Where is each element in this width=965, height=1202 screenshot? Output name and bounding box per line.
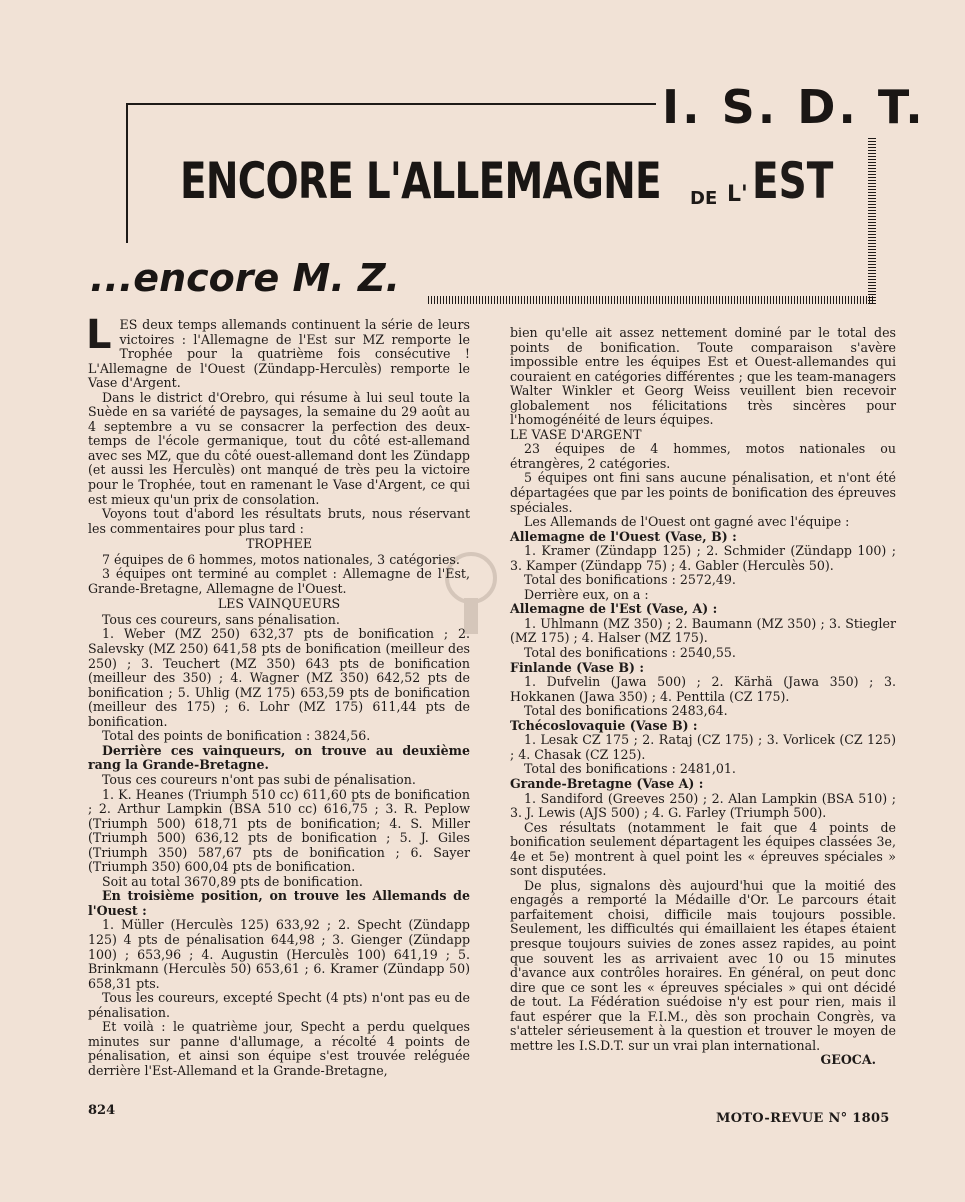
paragraph: Dans le district d'Orebro, qui résume à lui seul toute la Suède en sa variété de paysages, la semaine du 29 août au 4 septembre a vu se consacrer la perfection des deux-temps de l'école germanique, tout du côté est-allemand avec ses MZ, que du côté ouest-allemand dont les Zündapp (et aussi les Herculès) ont manqué de très peu la victoire pour le Trophée, tout en ramenant le Vase d'Argent, ce qui est mieux qu'un prix de consolation. [88, 389, 470, 507]
team-total: Total des bonifications 2483,64. [524, 703, 728, 719]
header-frame-left-rule [126, 103, 128, 243]
team-total: Total des bonifications : 2540,55. [524, 645, 736, 661]
paragraph-text: ES deux temps allemands continuent la série de leurs victoires : l'Allemagne de l'Est sur MZ remporte le Trophée pour la quatrième fois consécutive ! L'Allemagne de l'Ouest (Zündapp-Herculès) remporte le Vase d'Argent. [88, 317, 470, 391]
section-heading-trophee: TROPHEE [245, 536, 313, 552]
headline-l: L' [727, 182, 748, 207]
team-riders: 1. Uhlmann (MZ 350) ; 2. Baumann (MZ 350) ; 3. Stiegler (MZ 175) ; 4. Halser (MZ 175). [510, 615, 896, 646]
kicker-title: I. S. D. T. [662, 80, 926, 134]
paragraph: Ces résultats (notamment le fait que 4 points de bonification seulement départagent les équipes classées 3e, 4e et 5e) montrent à quel point les « épreuves spéciales » sont disputées. [510, 819, 896, 879]
total-line: Total des points de bonification : 3824,56. [102, 728, 371, 744]
team-heading: Tchécoslovaquie (Vase B) : [510, 717, 698, 733]
team-riders: 1. Sandiford (Greeves 250) ; 2. Alan Lampkin (BSA 510) ; 3. J. Lewis (AJS 500) ; 4. G. Farley (Triumph 500). [510, 790, 896, 821]
paragraph: Voyons tout d'abord les résultats bruts, nous réservant les commentaires pour plus tard : [88, 506, 470, 536]
paragraph: Les Allemands de l'Ouest ont gagné avec l'équipe : [524, 514, 850, 530]
headline-main: ENCORE L'ALLEMAGNE [180, 152, 661, 210]
headline-est: EST [752, 152, 834, 210]
header-frame-top-rule [126, 103, 656, 105]
paragraph: 3 équipes ont terminé au complet : Allemagne de l'Est, Grande-Bretagne, Allemagne de l'Ouest. [88, 566, 470, 596]
subheadline: ...encore M. Z. [90, 256, 400, 300]
results-list: 1. K. Heanes (Triumph 510 cc) 611,60 pts de bonification ; 2. Arthur Lampkin (BSA 510 cc) 616,75 ; 3. R. Peplow (Triumph 500) 618,71 pts de bonification; 4. S. Miller (Triumph 500) 636,12 pts de bonification ; 5. J. Giles (Triumph 350) 587,67 pts de bonification ; 6. Sayer (Triumph 350) 600,04 pts de bonification. [88, 786, 470, 875]
paragraph: Tous ces coureurs n'ont pas subi de pénalisation. [102, 771, 416, 787]
paragraph: Tous ces coureurs, sans pénalisation. [102, 611, 340, 627]
paragraph [86, 312, 470, 391]
headline-de: DE [690, 188, 718, 209]
team-riders: 1. Kramer (Zündapp 125) ; 2. Schmider (Zündapp 100) ; 3. Kamper (Zündapp 75) ; 4. Gabler (Herculès 50). [510, 543, 896, 573]
team-riders: 1. Dufvelin (Jawa 500) ; 2. Kärhä (Jawa 350) ; 3. Hokkanen (Jawa 350) ; 4. Penttila (CZ 175). [510, 674, 896, 704]
paragraph: 5 équipes ont fini sans aucune pénalisation, et n'ont été départagées que par les points de bonification des épreuves spéciales. [510, 470, 896, 515]
results-list: 1. Weber (MZ 250) 632,37 pts de bonification ; 2. Salevsky (MZ 250) 641,58 pts de bonification (meilleur des 250) ; 3. Teuchert (MZ 350) 643 pts de bonification (meilleur des 350) ; 4. Wagner (MZ 350) 642,52 pts de bonification ; 5. Uhlig (MZ 175) 653,59 pts de bonification (meilleur des 175) ; 6. Lohr (MZ 175) 611,44 pts de bonification. [88, 626, 470, 729]
team-total: Total des bonifications : 2481,01. [524, 761, 736, 777]
total-line: Soit au total 3670,89 pts de bonification. [102, 873, 363, 889]
team-heading: Allemagne de l'Est (Vase, A) : [510, 601, 718, 617]
bold-paragraph: Derrière ces vainqueurs, on trouve au deuxième rang la Grande-Bretagne. [88, 742, 470, 773]
paragraph: 7 équipes de 6 hommes, motos nationales, 3 catégories. [102, 551, 460, 567]
header-frame-right-hatching [868, 138, 876, 304]
paragraph: Et voilà : le quatrième jour, Specht a perdu quelques minutes sur panne d'allumage, a récolté 4 points de pénalisation, et ainsi son équipe s'est trouvée reléguée derrière l'Est-Allemand et la Grande-Bretagne, [88, 1019, 470, 1078]
team-riders: 1. Lesak CZ 175 ; 2. Rataj (CZ 175) ; 3. Vorlicek (CZ 125) ; 4. Chasak (CZ 125). [510, 732, 896, 762]
team-heading: Finlande (Vase B) : [510, 659, 645, 675]
page-number: 824 [88, 1103, 116, 1118]
article-column-left [86, 312, 470, 1078]
team-heading: Grande-Bretagne (Vase A) : [510, 775, 704, 791]
results-list: 1. Müller (Herculès 125) 633,92 ; 2. Specht (Zündapp 125) 4 pts de pénalisation 644,98 ; 3. Gienger (Zündapp 100) ; 653,96 ; 4. Augustin (Herculès 100) 641,19 ; 5. Brinkmann (Herculès 50) 653,61 ; 6. Kramer (Zündapp 50) 658,31 pts. [88, 917, 470, 991]
magazine-issue: MOTO-REVUE N° 1805 [716, 1111, 890, 1126]
paragraph: De plus, signalons dès aujourd'hui que la moitié des engagés a remporté la Médaille d'Or. Le parcours était parfaitement choisi, difficile mais toujours possible. Seulement, les difficultés qui émaillaient les étapes étaient presque toujours suivies de zones assez rapides, au point que souvent les as arrivaient avec 10 ou 15 minutes d'avance aux contrôles horaires. En général, on peut donc dire que ce sont les « épreuves spéciales » qui ont décidé de tout. La Fédération suédoise n'y est pour rien, mais il faut espérer que la F.I.M., dès son prochain Congrès, va s'atteler sérieusement à la question et trouver le moyen de mettre les I.S.D.T. sur un vrai plan international. [510, 877, 896, 1053]
header-frame-bottom-hatching [428, 296, 874, 304]
paragraph: Derrière eux, on a : [524, 586, 649, 602]
team-heading: Allemagne de l'Ouest (Vase, B) : [510, 528, 737, 544]
paragraph: Tous les coureurs, excepté Specht (4 pts) n'ont pas eu de pénalisation. [88, 990, 470, 1020]
section-heading-vase: LE VASE D'ARGENT [510, 426, 642, 442]
paragraph: bien qu'elle ait assez nettement dominé par le total des points de bonification. Toute comparaison s'avère impossible entre les équipes Est et Ouest-allemandes qui couraient en catégories différentes ; que les team-managers Walter Winkler et Georg Weiss veuillent bien recevoir globalement nos félicitations très sincères pour l'homogénéité de leurs équipes. [510, 325, 896, 428]
section-heading-vainqueurs: LES VAINQUEURS [217, 596, 341, 612]
bold-paragraph: En troisième position, on trouve les Allemands de l'Ouest : [88, 888, 470, 918]
author-signature: GEOCA. [820, 1052, 876, 1068]
team-total: Total des bonifications : 2572,49. [524, 572, 736, 588]
paragraph: 23 équipes de 4 hommes, motos nationales ou étrangères, 2 catégories. [510, 441, 896, 471]
article-column-right [510, 326, 896, 1068]
drop-cap: L [86, 312, 112, 358]
